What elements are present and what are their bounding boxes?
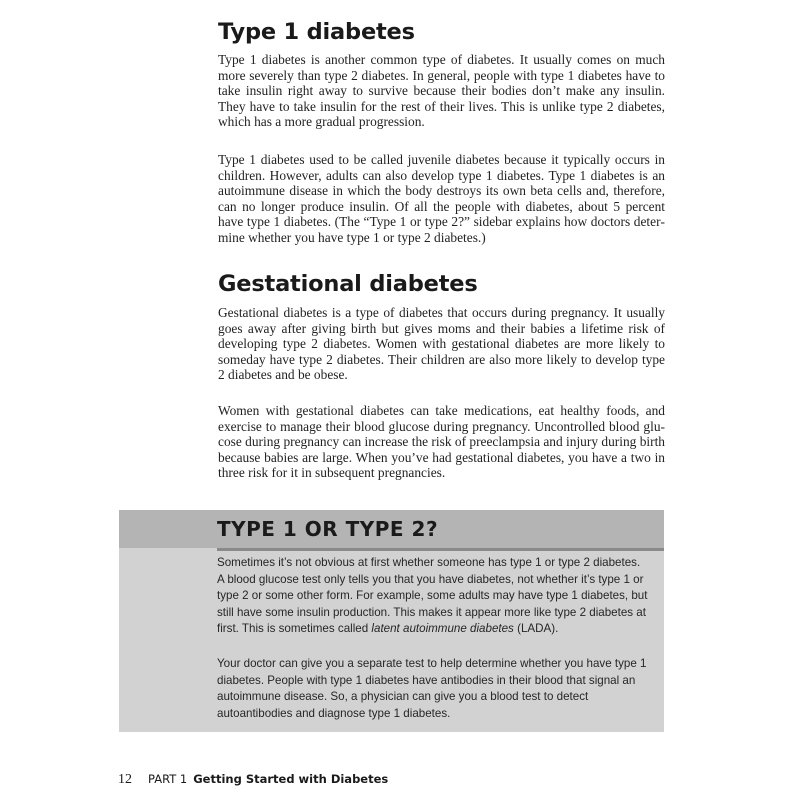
chapter-title: Getting Started with Diabetes [193, 772, 389, 786]
section-title-gestational: Gestational diabetes [218, 271, 478, 297]
type1-paragraph-1: Type 1 diabetes is another common type of diabetes. It usually comes on much more severely than type 2 diabetes. In general, people with type 1 diabetes have to take insulin right away to survive because their bodies don’t make any insulin. They have to take insulin for the rest of their lives. This is unlike type 2 diabetes, which has a more gradual progression. [218, 52, 665, 130]
sidebar-paragraph-1 [217, 555, 649, 638]
sidebar-title: TYPE 1 OR TYPE 2? [217, 517, 439, 541]
sidebar-paragraph-1-emphasis: latent autoimmune diabetes [371, 622, 514, 636]
sidebar-paragraph-2: Your doctor can give you a separate test to help determine whether you have type 1 diabetes. People with type 1 diabetes have antibodies in their blood that signal an autoimmune disease. So, a physician can give you a blood test to detect autoantibodies and diagnose type 1 diabetes. [217, 657, 647, 720]
sidebar-paragraph-1-text: Sometimes it’s not obvious at first whether someone has type 1 or type 2 diabetes. A blood glucose test only tells you that you have diabetes, not whether it’s type 1 or type 2 or some other form. For example, some adults may have type 1 diabetes, but still have some insulin production. This makes it appear more like type 2 diabetes at first. This is sometimes called [217, 556, 648, 636]
type1-paragraph-2: Type 1 diabetes used to be called juvenile diabetes because it typically occurs in children. However, adults can also develop type 1 diabetes. Type 1 diabetes is an autoimmune disease in which the body destroys its own beta cells and, therefore, can no longer produce insulin. Of all the people with diabetes, about 5 percent have type 1 diabetes. (The “Type 1 or type 2?” sidebar explains how doctors determine whether you have type 1 or type 2 diabetes.) [218, 152, 665, 245]
sidebar-box [119, 510, 664, 732]
sidebar-paragraph-1-tail: (LADA). [513, 622, 559, 636]
sidebar-divider [217, 548, 664, 551]
page-number: 12 [118, 772, 132, 787]
page-footer [118, 772, 388, 790]
gestational-paragraph-1: Gestational diabetes is a type of diabetes that occurs during pregnancy. It usually goes away after giving birth but gives moms and their babies a lifetime risk of developing type 2 diabetes. Women with gestational diabetes are more likely to someday have type 2 diabetes. Their children are also more likely to develop type 2 diabetes and be obese. [218, 305, 665, 383]
section-title-type1: Type 1 diabetes [218, 19, 415, 45]
gestational-paragraph-2: Women with gestational diabetes can take medications, eat healthy foods, and exercise to manage their blood glucose during pregnancy. Uncontrolled blood glucose during pregnancy can increase the risk of preeclampsia and injury during birth because babies are large. When you’ve had gestational diabetes, you have a two in three risk for it in subsequent pregnancies. [218, 403, 665, 481]
part-label: PART 1 [148, 772, 188, 786]
sidebar-header [119, 510, 664, 548]
